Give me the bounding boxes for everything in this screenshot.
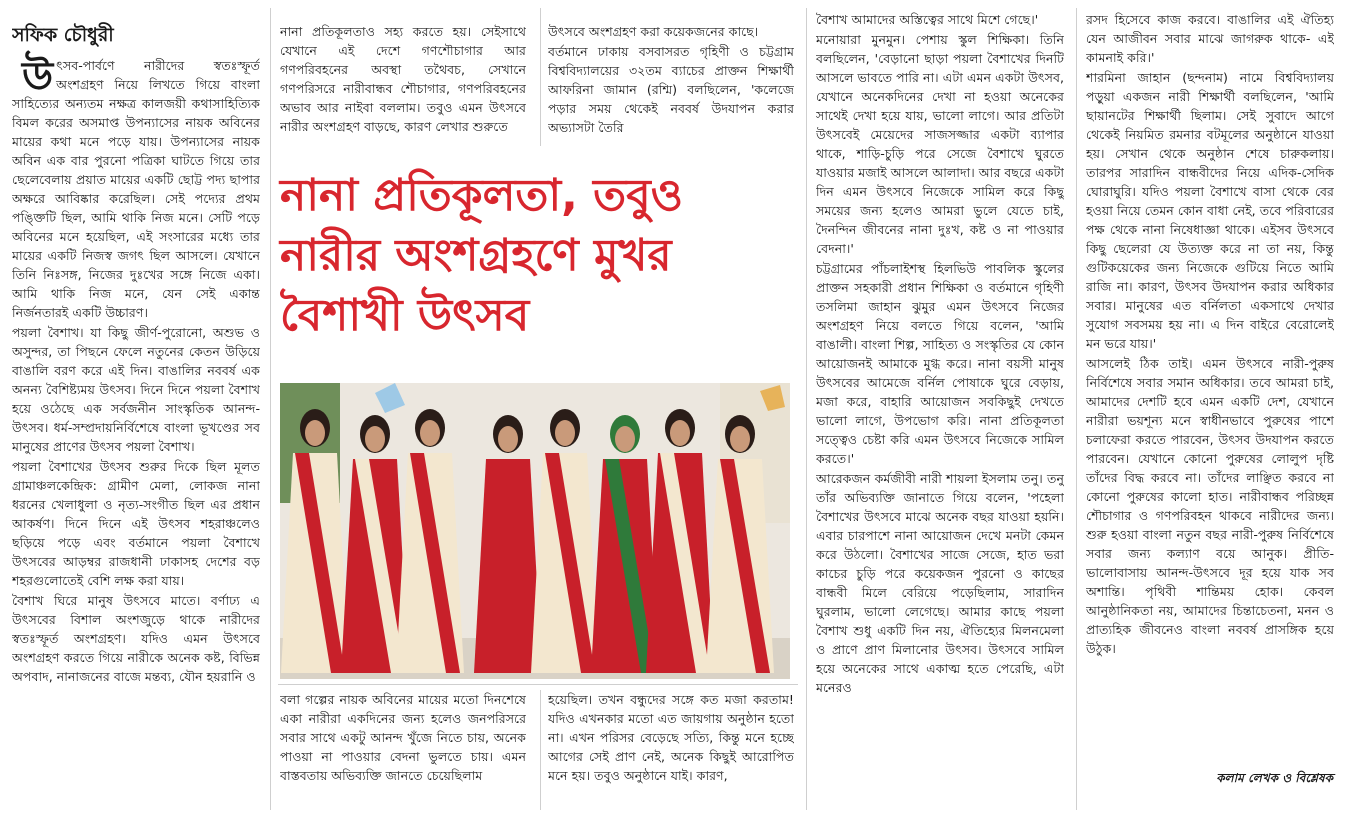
paragraph: চট্টগ্রামের পাঁচলাইশস্থ হিলভিউ পাবলিক স্কুলের প্রাক্তন সহকারী প্রধান শিক্ষিকা ও বর্তমানে গৃহিণী তসলিমা জাহান ঝুমুর এমন উৎসবে নিজের অংশগ্রহণ নিয়ে বলতে গিয়ে বলেন, 'আমি বাঙালী। বাংলা শিল্প, সাহিত্য ও সংস্কৃতির যে কোন আয়োজনই আমাকে মুগ্ধ করে। নানা বয়সী মানুষ উৎসবের আমেজে বর্নিল পোষাকে ঘুরে বেড়ায়, মজা করে, বাহারি আয়োজন সবকিছুই দেখতে ভালো লাগে, উপভোগ করি। নানা প্রতিকূলতা সত্ত্বেও চেষ্টা করি এমন উৎসবে নিজেকে সামিল করতে।' [816,261,1064,466]
author-name: সফিক চৌধুরী [12,24,114,46]
headline-line: নারীর অংশগ্রহণে মুখর [280,230,672,281]
paragraph: বলা গল্পের নায়ক অবিনের মায়ের মতো দিনশেষে একা নারীরা একদিনের জন্য হলেও জনপরিসরে সবার সাথে একটু আনন্দ খুঁজে নিতে চায়, অনেক পাওয়া না পাওয়ার বেদনা ভুলতে চায়। এমন বাস্তবতায় অভিব্যক্তি জানতে চেয়েছিলাম [280,692,526,783]
column-rule [1076,8,1077,810]
headline-line: নানা প্রতিকূলতা, তবুও [280,170,684,221]
article-column-3-top [548,22,794,152]
women-in-sarees-illustration [280,383,790,679]
paragraph: নানা প্রতিকূলতাও সহ্য করতে হয়। সেইসাথে যেখানে এই দেশে গণশৌচাগার আর গণপরিবহনের অবস্থা তথৈবচ, সেখানে গণপরিসরে নারীবান্ধব শৌচাগার, গণপরিবহনের অভাব আর নাইবা বললাম। তবুও এমন উৎসবে নারীর অংশগ্রহণ বাড়ছে, কারণ লেখার শুরুতে [280,24,526,134]
article-column-1 [12,22,260,687]
article-column-2-top [280,22,526,152]
paragraph: রসদ হিসেবে কাজ করবে। বাঙালির এই ঐতিহ্য যেন আজীবন সবার মাঝে জাগরুক থাকে- এই কামনাই করি।' [1086,12,1334,65]
paragraph: পয়লা বৈশাখ। যা কিছু জীর্ণ-পুরোনো, অশুভ ও অসুন্দর, তা পিছনে ফেলে নতুনের কেতন উড়িয়ে বাঙালি বরণ করে এই দিন। বাঙালির নববর্ষ এক অনন্য বৈশিষ্ট্যময় উৎসব। দিনে দিনে পয়লা বৈশাখ হয়ে ওঠেছে এক সর্বজনীন সাংস্কৃতিক আনন্দ-উৎসব। ধর্ম-সম্প্রদায়নির্বিশেষে বাংলা ভূখণ্ডের সব মানুষের প্রাণের উৎসব পয়লা বৈশাখ। [12,325,260,454]
byline: কলাম লেখক ও বিশ্লেষক [1216,771,1333,785]
paragraph: মনোয়ারা মুনমুন। পেশায় স্কুল শিক্ষিকা। তিনি বলছিলেন, 'বেড়ানো ছাড়া পয়লা বৈশাখের দিনটি আসলে ভাবতে পারি না। এটা এমন একটা উৎসব, যেখানে অনেকদিনের দেখা না হওয়া অনেকের সাথেই দেখা হয়ে যায়, ভালো লাগে। আর প্রতিটা উৎসবেই মেয়েদের সাজসজ্জার একটা ব্যাপার থাকে, শাড়ি-চুড়ি পরে সেজে বৈশাখে ঘুরতে যাওয়ার মজাই আসলে আলাদা। আর বছরে একটা দিন এমন উৎসবে নিজেকে সামিল করে কিছু সময়ের জন্য হলেও আমরা ভুলে যেতে চাই, দৈনন্দিন জীবনের নানা দুঃখ, কষ্ট ও না পাওয়ার বেদনা।' [816,32,1064,256]
paragraph: আরেকজন কর্মজীবী নারী শায়লা ইসলাম তনু। তনু তাঁর অভিব্যক্তি জানাতে গিয়ে বলেন, 'পহেলা বৈশাখের উৎসবে মাঝে অনেক বছর যাওয়া হয়নি। এবার চারপাশে নানা আয়োজন দেখে মনটা কেমন করে উঠলো। বৈশাখের সাজে সেজে, হাত ভরা কাচের চুড়ি পরে কয়েকজন পুরনো ও কাছের বান্ধবী মিলে বেরিয়ে পড়েছিলাম, সারাদিন ঘুরলাম, ভালো লেগেছে। আমার কাছে পয়লা বৈশাখ শুধু একটি দিন নয়, ঐতিহ্যের মিলনমেলা ও প্রাণে প্রাণ মিলানোর উৎসব। উৎসবে সামিল হয়ে অনেকের সাথে একাত্ম হতে পেরেছি, এটা মনেরও [816,471,1064,695]
article-column-3-bottom [548,690,794,810]
column-rule [806,8,807,810]
paragraph: হয়েছিল। তখন বন্ধুদের সঙ্গে কত মজা করতাম! যদিও এখনকার মতো এত জায়গায় অনুষ্ঠান হতো না। এখন পরিসর বেড়েছে সত্যি, কিন্তু মনে হচ্ছে আগের সেই প্রাণ নেই, অনেক কিছুই আরোপিত মনে হয়। তবুও অনুষ্ঠানে যাই। কারণ, [548,692,794,783]
article-column-5 [1086,10,1334,770]
article-column-4 [816,10,1064,810]
paragraph: শারমিনা জাহান (ছন্দনাম) নামে বিশ্ববিদ্যালয় পড়ুয়া একজন নারী শিক্ষার্থী বলছিলেন, 'আমি ছায়ানটের শিক্ষার্থী ছিলাম। সেই সুবাদে আগে থেকেই নিয়মিত রমনার বটমূলের অনুষ্ঠানে যাওয়া হয়। সেখান থেকে অনুষ্ঠান শেষে চারুকলায়। তারপর সারাদিন বান্ধবীদের নিয়ে এদিক-সেদিক ঘোরাঘুরি। যদিও পয়লা বৈশাখে বাসা থেকে বের হওয়া নিয়ে তেমন কোন বাধা নেই, তবে পরিবারের পক্ষ থেকে নানা নিষেধাজ্ঞা থাকে। এইসব উৎসবে কিছু ছেলেরা যে উত্যক্ত করে না তা নয়, কিন্তু গুটিকয়েকের জন্য নিজেকে গুটিয়ে নিতে আমি রাজি না। কারণ, উৎসব উদযাপন করার অধিকার সবার। মানুষের এত বর্নিলতা একসাথে দেখার সুযোগ সবসময় হয় না। এ দিন বাইরে বেরোলেই মন ভরে যায়।' [1086,70,1334,351]
paragraph: উৎসব-পার্বণে নারীদের স্বতঃস্ফূর্ত অংশগ্রহণ নিয়ে লিখতে গিয়ে বাংলা সাহিত্যের অন্যতম নক্ষত্র কালজয়ী কথাসাহিত্যিক বিমল করের অসমাপ্ত উপন্যাসের নায়ক অবিনের মায়ের কথা মনে পড়ে যায়। উপন্যাসের নায়ক অবিন এক বার পুরনো পত্রিকা ঘাটতে গিয়ে তার ছেলেবেলায় প্রয়াত মায়ের একটি ছোট্ট পদ্য ছাপার অক্ষরে আবিষ্কার করেছিল। সেই পদ্যের প্রথম পঙ্ক্তিটি ছিল, আমি থাকি নিজ মনে। সেটি পড়ে অবিনের মনে হয়েছিল, এই সংসারের মধ্যে তার মায়ের একটি নিজস্ব জগৎ ছিল আসলে। যেখানে তিনি নিঃসঙ্গ, নিজের দুঃখের সঙ্গে নিজে একা। আমি থাকি নিজ মনে, যেন সেই একান্ত নির্জনতারই একটি উচ্চারণ। [12,54,260,320]
photo-bottom-rule [278,684,798,685]
headline [280,166,800,346]
column-rule [540,690,541,810]
drop-cap: উ [22,54,54,100]
headline-line: বৈশাখী উৎসব [280,290,530,341]
column-rule [540,8,541,146]
paragraph: বৈশাখ আমাদের অস্তিত্বের সাথে মিশে গেছে।' [816,12,1039,27]
paragraph: বৈশাখ ঘিরে মানুষ উৎসবে মাতে। বর্ণাঢ্য এ উৎসবের বিশাল অংশজুড়ে থাকে নারীদের স্বতঃস্ফূর্ত অংশগ্রহণ। যদিও এমন উৎসবে অংশগ্রহণ করতে গিয়ে নারীকে অনেক কষ্ট, বিভিন্ন অপবাদ, নানাজনের বাজে মন্তব্য, যৌন হয়রানি ও [12,593,260,684]
paragraph: পয়লা বৈশাখের উৎসব শুরুর দিকে ছিল মূলত গ্রামাঞ্চলকেন্দ্রিক: গ্রামীণ মেলা, লোকজ নানা ধরনের খেলাধুলা ও নৃত্য-সংগীত ছিল এর প্রধান আকর্ষণ। দিনে দিনে এই উৎসব শহরাঞ্চলেও ছড়িয়ে পড়ে এবং বর্তমানে পয়লা বৈশাখে উৎসবের আড়ম্বর রাজধানী ঢাকাসহ দেশের বড় শহরগুলোতেই বেশি লক্ষ করা যায়। [12,459,260,588]
paragraph: বর্তমানে ঢাকায় বসবাসরত গৃহিণী ও চট্টগ্রাম বিশ্ববিদ্যালয়ের ৩২তম ব্যাচের প্রাক্তন শিক্ষার্থী আফরিনা জামান (রশ্মি) বলছিলেন, 'কলেজে পড়ার সময় থেকেই নববর্ষ উদযাপন করার অভ্যাসটা তৈরি [548,44,794,135]
paragraph: আসলেই ঠিক তাই। এমন উৎসবে নারী-পুরুষ নির্বিশেষে সবার সমান অধিকার। তবে আমরা চাই, আমাদের দেশটি হবে এমন একটি দেশ, যেখানে নারীরা ভয়শূন্য মনে স্বাধীনভাবে পুরুষের পাশে চলাফেরা করতে পারবেন, উৎসব উদযাপন করতে পারবেন। যেখানে কোনো পুরুষের লোলুপ দৃষ্টি তাঁদের বিদ্ধ করবে না। তাঁদের লাঞ্ছিত করবে না কোনো পুরুষের কালো হাত। নারীবান্ধব পরিচ্ছন্ন শৌচাগার ও গণপরিবহন থাকবে নারীদের জন্য। শুরু হওয়া বাংলা নতুন বছর নারী-পুরুষ নির্বিশেষে সবার জন্য কল্যাণ বয়ে আনুক। প্রীতি-ভালোবাসায় আনন্দ-উৎসবে দূর হয়ে যাক সব অশান্তি। পৃথিবী শান্তিময় হোক। কেবল আনুষ্ঠানিকতা নয়, আমাদের চিন্তাচেতনা, মনন ও প্রাত্যহিক জীবনেও বাংলা নববর্ষ প্রাসঙ্গিক হয়ে উঠুক। [1086,356,1334,656]
group-photo [280,383,790,679]
column-rule [270,8,271,810]
paragraph: উৎসবে অংশগ্রহণ করা কয়েকজনের কাছে। [548,24,759,39]
article-column-2-bottom [280,690,526,810]
